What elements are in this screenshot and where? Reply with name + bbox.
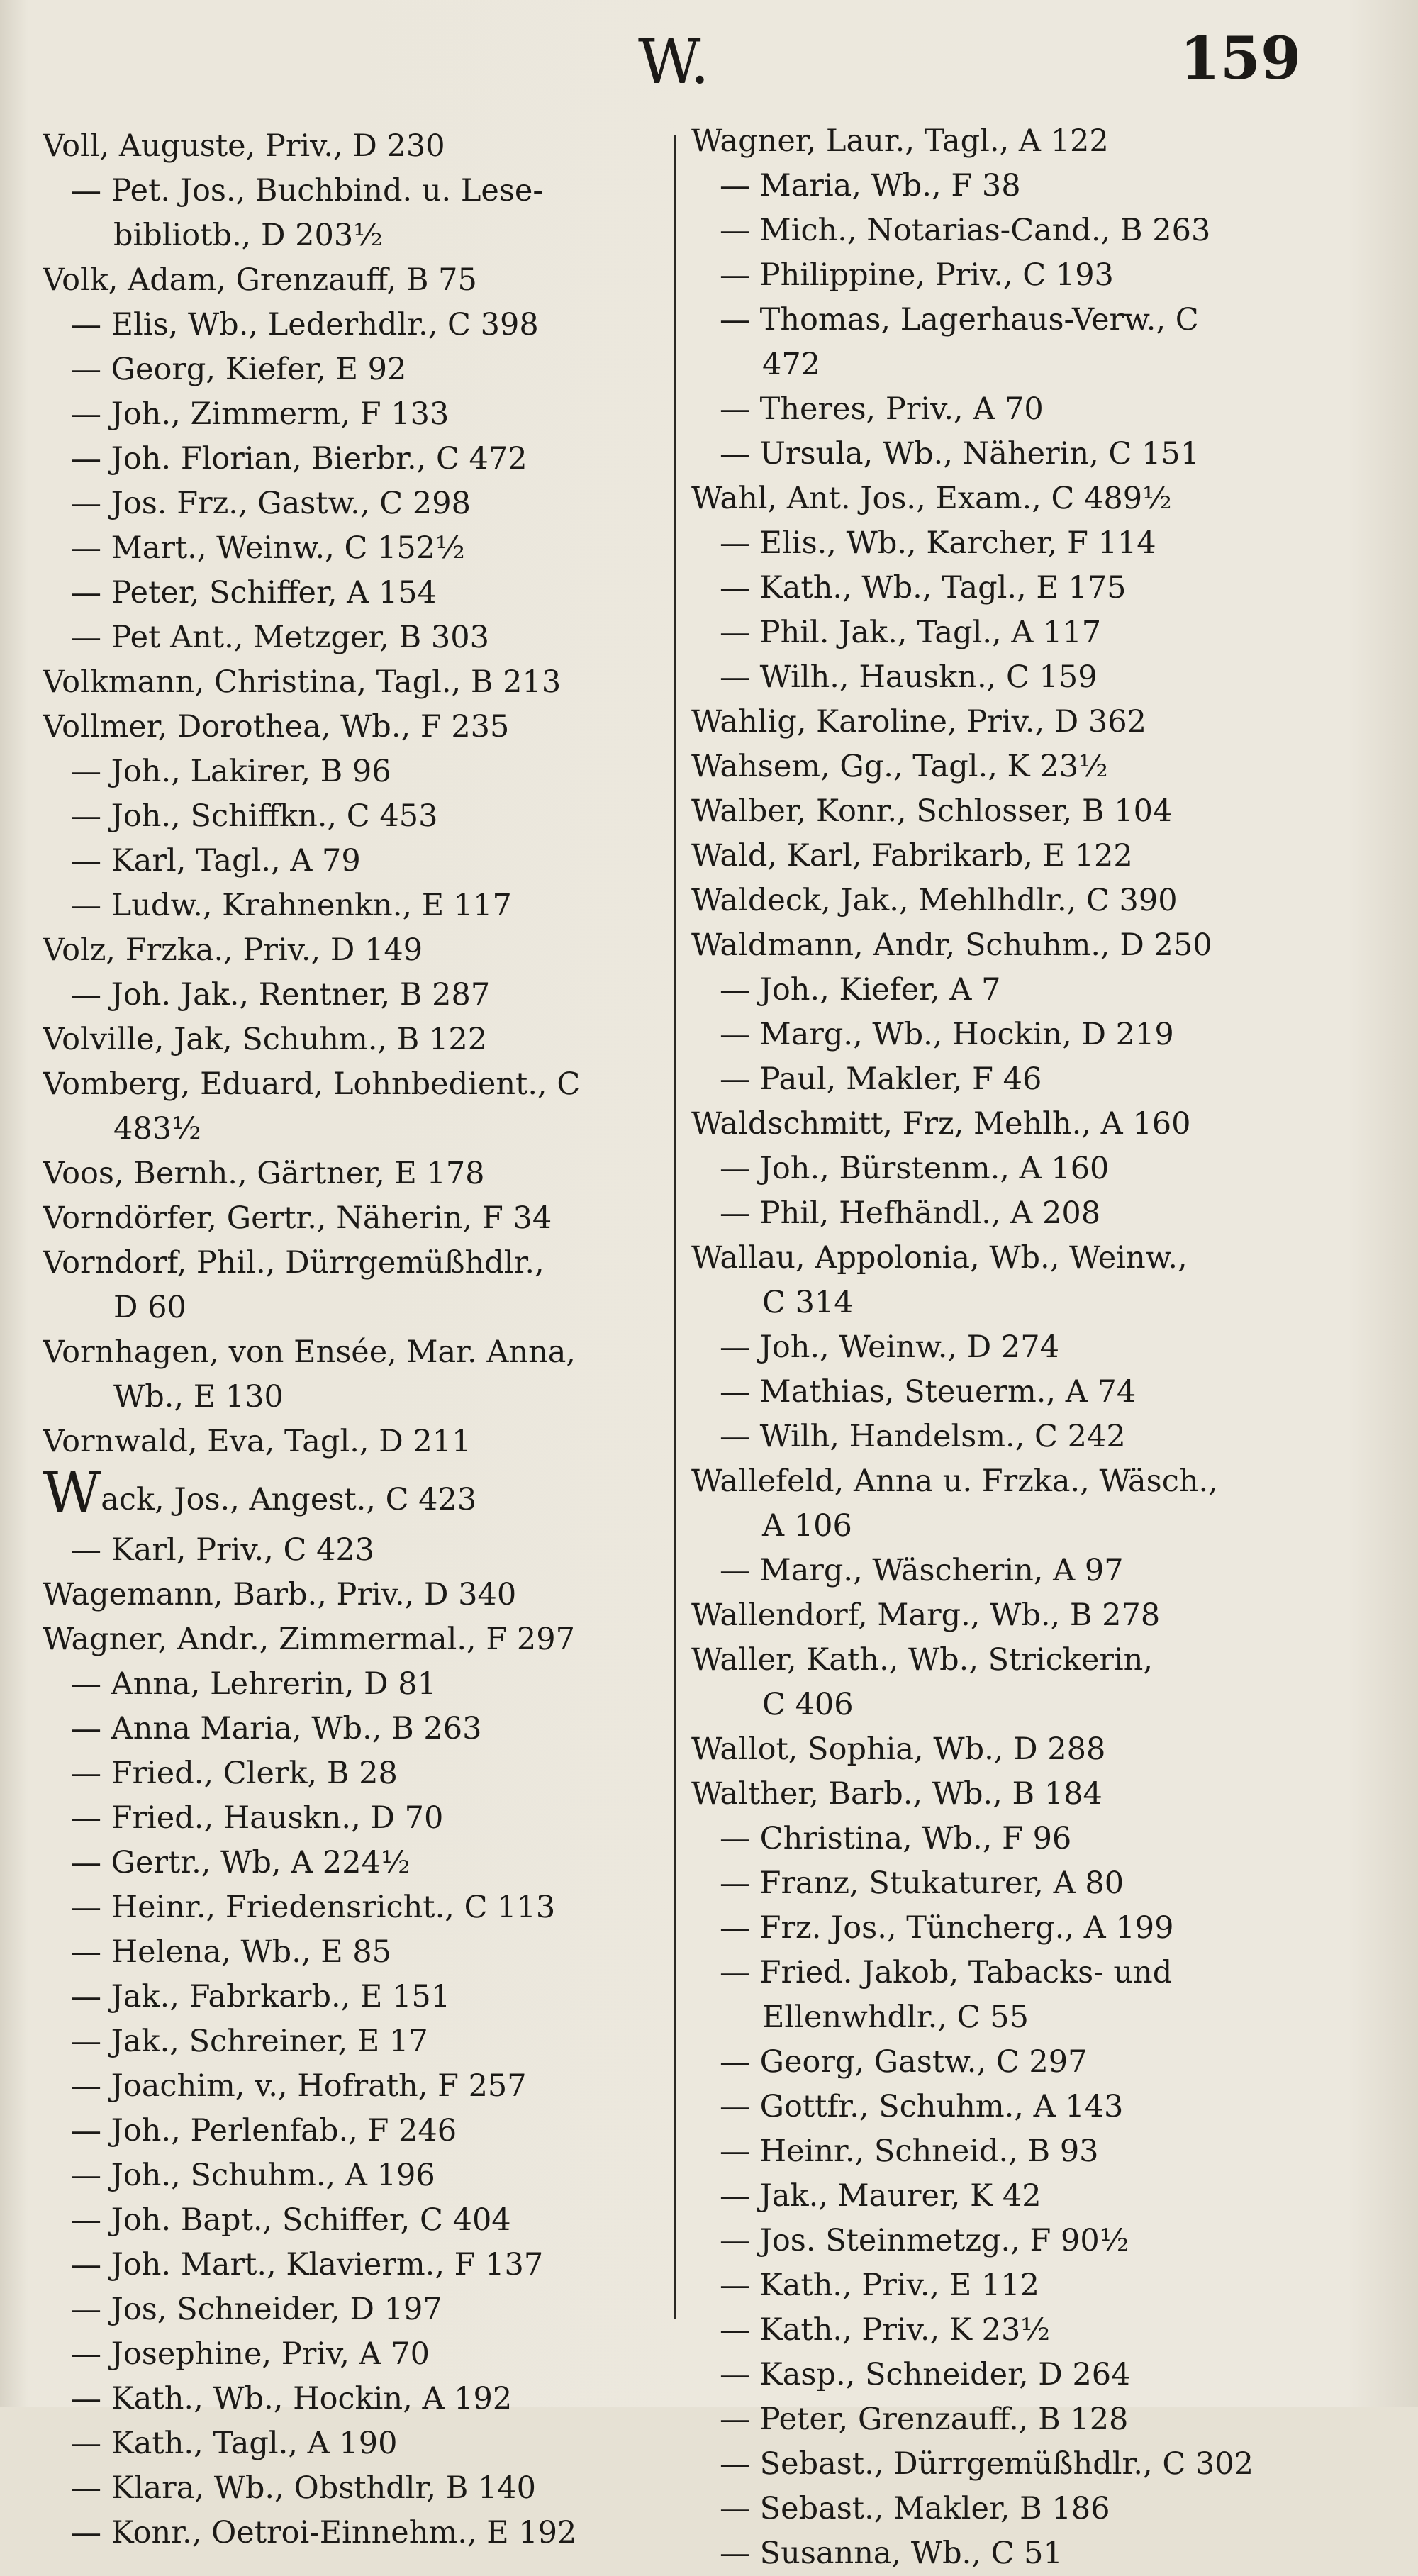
directory-entry: — Joh., Bürstenm., A 160 [720,1151,1110,1186]
directory-entry: Vomberg, Eduard, Lohnbedient., C [43,1066,581,1102]
directory-entry: — Pet Ant., Metzger, B 303 [71,620,489,655]
directory-entry: — Joh. Mart., Klavierm., F 137 [71,2247,544,2282]
directory-entry: Walther, Barb., Wb., B 184 [691,1776,1102,1812]
directory-entry: — Jak., Maurer, K 42 [720,2178,1042,2214]
directory-entry: — Kath., Tagl., A 190 [71,2426,398,2461]
directory-entry: — Mart., Weinw., C 152½ [71,530,465,566]
directory-entry: — Kath., Priv., E 112 [720,2268,1039,2303]
directory-entry: — Thomas, Lagerhaus-Verw., C [720,302,1199,338]
directory-entry-continuation: 483½ [113,1111,201,1147]
directory-entry: — Sebast., Dürrgemüßhdlr., C 302 [720,2446,1254,2482]
directory-entry: — Mathias, Steuerm., A 74 [720,1374,1137,1410]
directory-entry-continuation: A 106 [762,1508,852,1544]
directory-entry-continuation: Ellenwhdlr., C 55 [762,2000,1029,2035]
directory-entry: — Phil, Hefhändl., A 208 [720,1195,1101,1231]
directory-entry: Waldschmitt, Frz, Mehlh., A 160 [691,1106,1191,1142]
section-letter: W. [638,27,710,98]
directory-entry: Vornhagen, von Ensée, Mar. Anna, [43,1334,576,1370]
directory-entry: — Jos. Steinmetzg., F 90½ [720,2223,1129,2258]
directory-entry: Waldeck, Jak., Mehlhdlr., C 390 [691,883,1178,918]
directory-entry: — Fried., Clerk, B 28 [71,1756,398,1791]
directory-entry: — Phil. Jak., Tagl., A 117 [720,615,1102,650]
directory-entry: — Peter, Grenzauff., B 128 [720,2402,1129,2437]
directory-entry: — Wilh., Hauskn., C 159 [720,659,1098,695]
directory-entry: — Philippine, Priv., C 193 [720,257,1114,293]
directory-entry: — Anna Maria, Wb., B 263 [71,1711,482,1746]
directory-entry: — Joh., Perlenfab., F 246 [71,2113,457,2148]
directory-entry: — Paul, Makler, F 46 [720,1061,1042,1097]
directory-entry: Wallefeld, Anna u. Frzka., Wäsch., [691,1463,1218,1499]
directory-entry: — Peter, Schiffer, A 154 [71,575,437,610]
directory-entry: — Heinr., Friedensricht., C 113 [71,1890,556,1925]
directory-entry: — Kath., Wb., Tagl., E 175 [720,570,1127,606]
directory-entry: Waller, Kath., Wb., Strickerin, [691,1642,1153,1678]
directory-entry: Wallau, Appolonia, Wb., Weinw., [691,1240,1188,1276]
directory-entry: — Jak., Schreiner, E 17 [71,2024,428,2059]
directory-entry: — Joh. Bapt., Schiffer, C 404 [71,2202,511,2238]
directory-entry: Volkmann, Christina, Tagl., B 213 [43,664,562,700]
directory-entry: Wallot, Sophia, Wb., D 288 [691,1732,1106,1767]
directory-entry: Vorndorf, Phil., Dürrgemüßhdlr., [43,1245,545,1281]
directory-entry: Voll, Auguste, Priv., D 230 [43,128,445,164]
directory-entry-continuation: C 314 [762,1285,854,1320]
directory-entry: Wallendorf, Marg., Wb., B 278 [691,1598,1161,1633]
directory-entry: — Joh., Weinw., D 274 [720,1329,1060,1365]
directory-entry: Voos, Bernh., Gärtner, E 178 [43,1156,485,1191]
directory-entry: — Joh. Jak., Rentner, B 287 [71,977,491,1013]
right-column [691,119,1390,2576]
directory-entry: — Theres, Priv., A 70 [720,391,1044,427]
directory-entry: — Karl, Tagl., A 79 [71,843,361,879]
directory-entry: — Gertr., Wb, A 224½ [71,1845,411,1880]
directory-entry: — Josephine, Priv, A 70 [71,2336,430,2372]
directory-entry: Volz, Frzka., Priv., D 149 [43,932,423,968]
directory-entry-continuation: Wb., E 130 [113,1379,284,1415]
directory-entry: — Fried., Hauskn., D 70 [71,1800,444,1836]
directory-entry: — Fried. Jakob, Tabacks- und [720,1955,1173,1990]
directory-entry: Wahsem, Gg., Tagl., K 23½ [691,749,1108,784]
directory-entry: Vornwald, Eva, Tagl., D 211 [43,1424,471,1459]
directory-entry: — Kath., Priv., K 23½ [720,2312,1051,2348]
directory-entry: — Ursula, Wb., Näherin, C 151 [720,436,1200,472]
directory-entry: Wagner, Laur., Tagl., A 122 [691,123,1109,159]
directory-entry: — Sebast., Makler, B 186 [720,2491,1110,2526]
directory-entry: — Frz. Jos., Tüncherg., A 199 [720,1910,1174,1946]
directory-entry: — Susanna, Wb., C 51 [720,2536,1063,2571]
left-column [43,124,666,2555]
directory-entry: Wack, Jos., Angest., C 423 [43,1464,666,1528]
directory-entry: — Kasp., Schneider, D 264 [720,2357,1131,2392]
directory-entry: Waldmann, Andr, Schuhm., D 250 [691,927,1212,963]
directory-entry: — Jos. Frz., Gastw., C 298 [71,486,471,521]
directory-entry: — Karl, Priv., C 423 [71,1532,375,1568]
directory-entry: — Joachim, v., Hofrath, F 257 [71,2068,527,2104]
directory-entry: — Wilh, Handelsm., C 242 [720,1419,1126,1454]
directory-entry: — Marg., Wb., Hockin, D 219 [720,1017,1174,1052]
directory-entry: — Jos, Schneider, D 197 [71,2292,442,2327]
directory-entry-continuation: D 60 [113,1290,186,1325]
directory-entry-continuation: 472 [762,347,821,382]
directory-entry: Wagner, Andr., Zimmermal., F 297 [43,1622,575,1657]
directory-entry-continuation: bibliotb., D 203½ [113,218,383,253]
directory-entry: — Heinr., Schneid., B 93 [720,2134,1099,2169]
directory-entry: Vollmer, Dorothea, Wb., F 235 [43,709,510,745]
directory-entry: — Joh., Schiffkn., C 453 [71,798,438,834]
directory-entry: — Elis., Wb., Karcher, F 114 [720,525,1156,561]
directory-entry: — Kath., Wb., Hockin, A 192 [71,2381,513,2416]
directory-entry: — Mich., Notarias-Cand., B 263 [720,213,1211,248]
directory-entry: — Konr., Oetroi-Einnehm., E 192 [71,2515,577,2550]
directory-entry: — Klara, Wb., Obsthdlr, B 140 [71,2470,537,2506]
directory-entry: — Marg., Wäscherin, A 97 [720,1553,1124,1588]
directory-entry: — Anna, Lehrerin, D 81 [71,1666,437,1702]
column-divider [674,135,676,2319]
directory-entry: — Elis, Wb., Lederhdlr., C 398 [71,307,539,342]
directory-entry: — Georg, Kiefer, E 92 [71,352,407,387]
directory-entry: — Ludw., Krahnenkn., E 117 [71,888,512,923]
directory-entry: — Franz, Stukaturer, A 80 [720,1866,1124,1901]
directory-entry-continuation: C 406 [762,1687,854,1722]
directory-entry: — Joh., Lakirer, B 96 [71,754,391,789]
directory-entry: — Maria, Wb., F 38 [720,168,1021,203]
directory-entry: — Joh., Kiefer, A 7 [720,972,1001,1008]
page-number: 159 [1179,25,1301,93]
directory-entry: Walber, Konr., Schlosser, B 104 [691,793,1173,829]
section-initial: W [43,1464,101,1526]
directory-entry: — Joh., Zimmerm, F 133 [71,396,450,432]
directory-entry: — Joh. Florian, Bierbr., C 472 [71,441,527,476]
directory-entry: — Georg, Gastw., C 297 [720,2044,1088,2080]
directory-entry: — Christina, Wb., F 96 [720,1821,1072,1856]
directory-entry: Volk, Adam, Grenzauff, B 75 [43,262,477,298]
directory-entry: — Pet. Jos., Buchbind. u. Lese- [71,173,543,208]
directory-entry: — Joh., Schuhm., A 196 [71,2158,435,2193]
directory-entry: Vorndörfer, Gertr., Näherin, F 34 [43,1200,552,1236]
directory-entry: Wahlig, Karoline, Priv., D 362 [691,704,1146,740]
directory-entry: Volville, Jak, Schuhm., B 122 [43,1022,488,1057]
directory-entry: Wahl, Ant. Jos., Exam., C 489½ [691,481,1172,516]
directory-entry: — Jak., Fabrkarb., E 151 [71,1979,451,2014]
directory-entry: Wagemann, Barb., Priv., D 340 [43,1577,517,1612]
directory-entry: — Helena, Wb., E 85 [71,1934,391,1970]
directory-entry: Wald, Karl, Fabrikarb, E 122 [691,838,1133,874]
directory-entry: — Gottfr., Schuhm., A 143 [720,2089,1124,2124]
